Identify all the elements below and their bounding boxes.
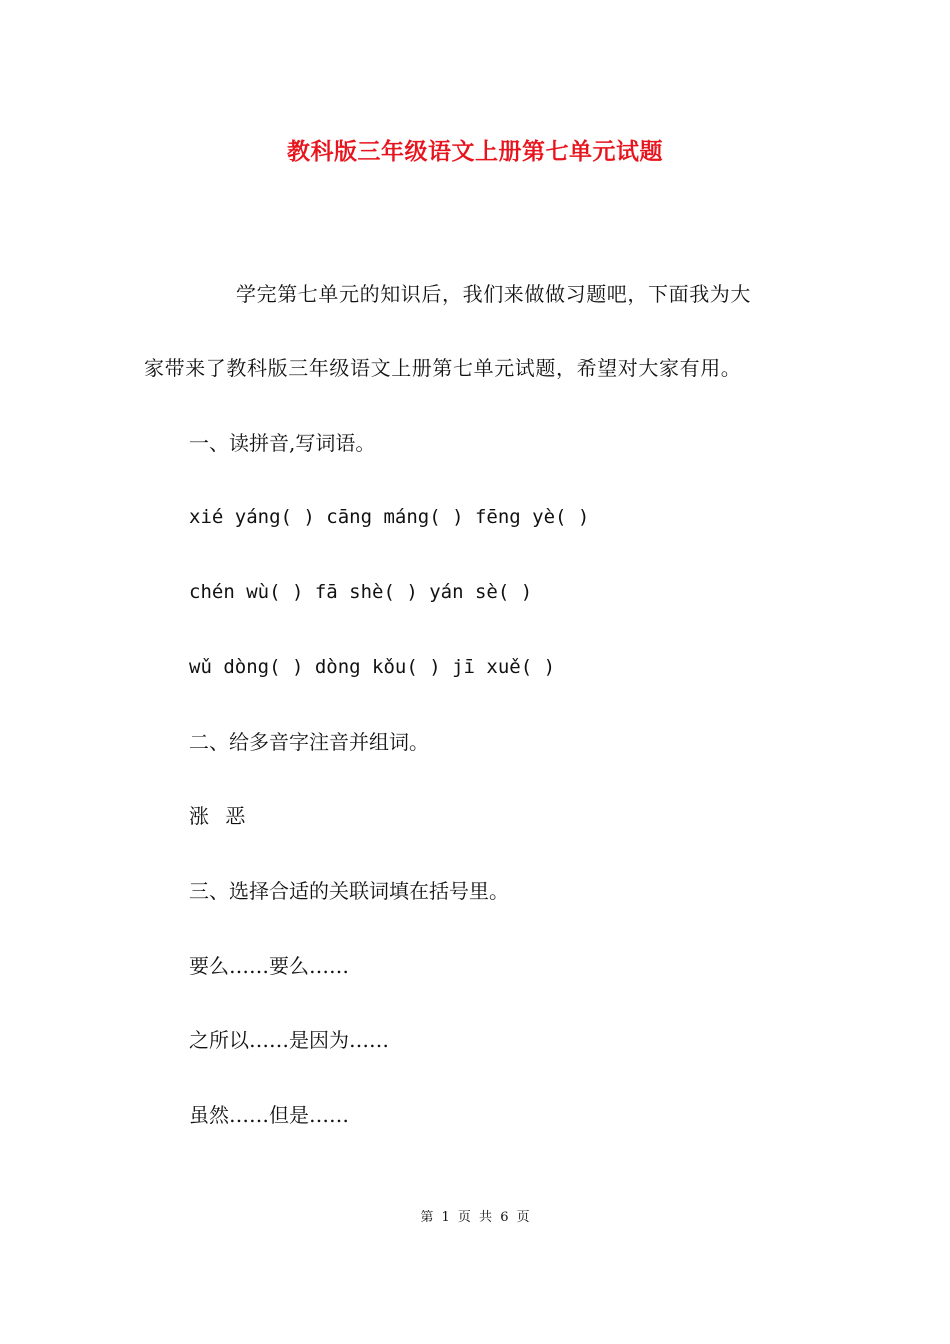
pinyin-row-3: wǔ dòng( ) dòng kǒu( ) jī xuě( ): [189, 656, 556, 678]
conjunction-option-3: 虽然……但是……: [189, 1103, 349, 1127]
conjunction-option-1: 要么……要么……: [189, 954, 349, 978]
intro-paragraph-line-1: 学完第七单元的知识后，我们来做做习题吧，下面我为大: [236, 282, 751, 306]
pinyin-row-1: xié yáng( ) cāng máng( ) fēng yè( ): [189, 506, 590, 528]
section-3-heading: 三、选择合适的关联词填在括号里。: [189, 879, 509, 903]
polyphonic-characters: 涨 恶: [189, 804, 246, 828]
section-1-heading: 一、读拼音,写词语。: [189, 431, 376, 455]
section-2-heading: 二、给多音字注音并组词。: [189, 730, 429, 754]
conjunction-option-2: 之所以……是因为……: [189, 1028, 389, 1052]
page-number-footer: 第 1 页 共 6 页: [420, 1210, 530, 1225]
document-title: 教科版三年级语文上册第七单元试题: [287, 138, 663, 165]
intro-paragraph-line-2: 家带来了教科版三年级语文上册第七单元试题，希望对大家有用。: [144, 356, 742, 380]
pinyin-row-2: chén wù( ) fā shè( ) yán sè( ): [189, 581, 533, 603]
